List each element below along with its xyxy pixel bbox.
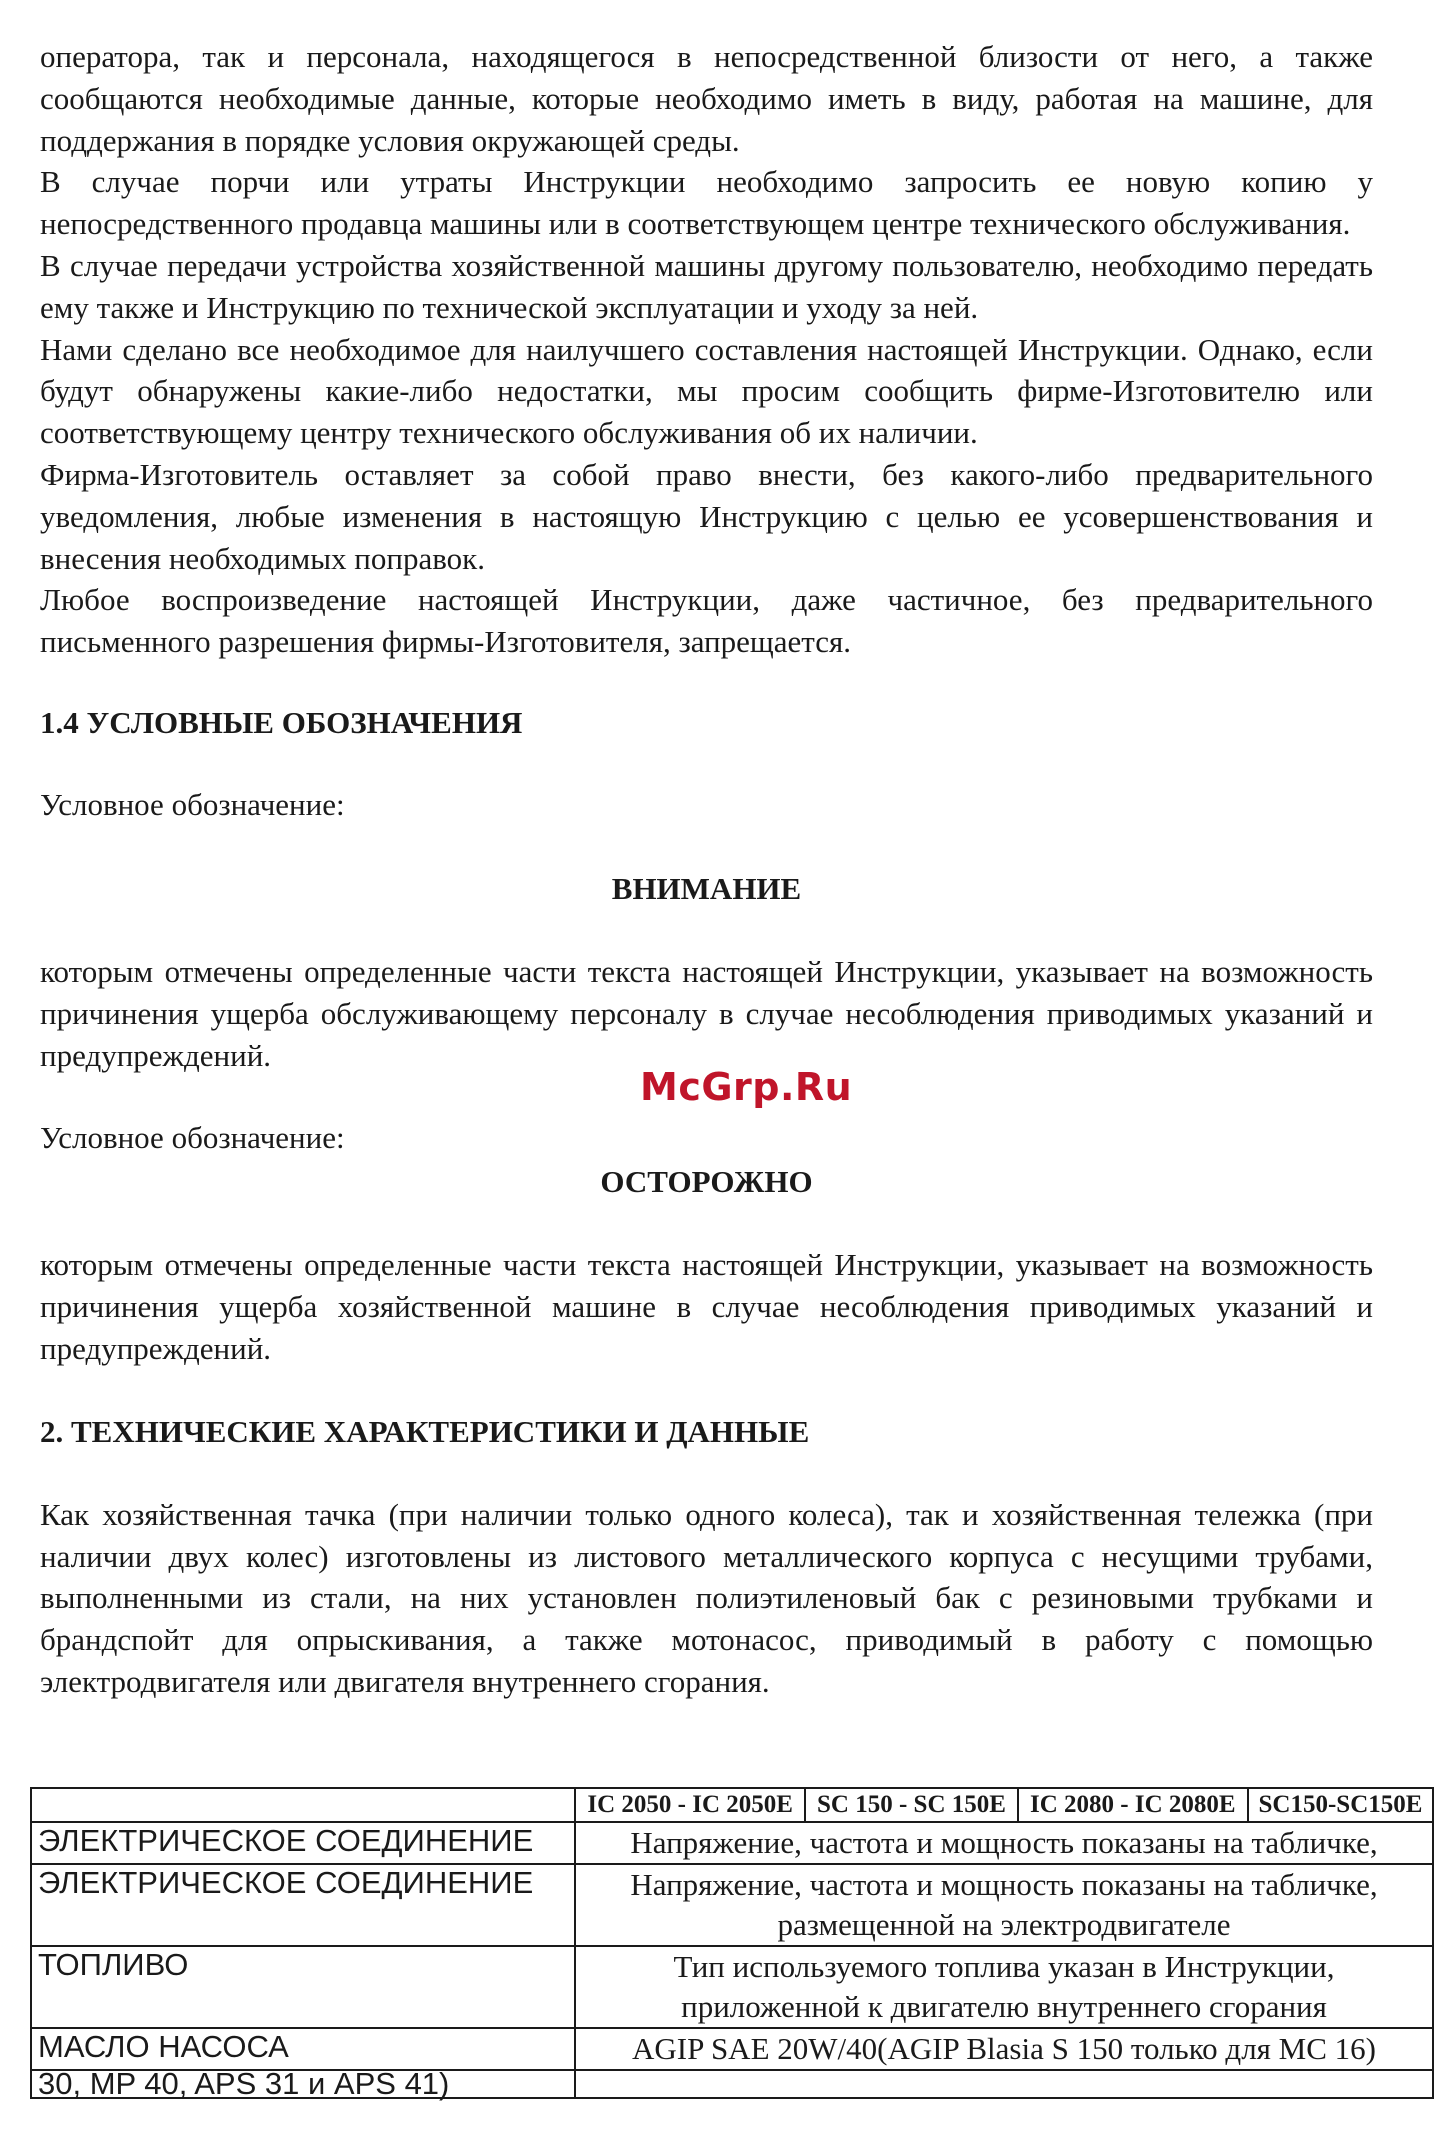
table-row <box>31 1822 1433 1864</box>
table-header-row <box>31 1788 1433 1822</box>
table-row <box>31 1864 1433 1946</box>
model-header: SC 150 - SC 150E <box>805 1788 1017 1822</box>
table-row <box>31 2070 1433 2098</box>
model-header: SC150-SC150E <box>1248 1788 1433 1822</box>
intro-paragraph: оператора, так и персонала, находящегося в непосредственной близости от него, а также сообщаются необходимые данные, которые необходимо иметь в виду, работая на машине, для поддержания в порядке условия окружающей среды. <box>40 39 1373 158</box>
intro-paragraph: Фирма-Изготовитель оставляет за собой право внести, без какого-либо предварительного уведомления, любые изменения в настоящую Инструкцию с целью ее усовершенствования и внесения необходимых поправок. <box>40 456 1373 576</box>
row-label: МАСЛО НАСОСА <box>31 2028 575 2070</box>
row-label: ТОПЛИВО <box>31 1946 575 2028</box>
section-1-4-heading: 1.4 УСЛОВНЫЕ ОБОЗНАЧЕНИЯ <box>40 704 523 740</box>
attention-text: которым отмечены определенные части текста настоящей Инструкции, указывает на возможность причинения ущерба обслуживающему персоналу в случае несоблюдения приводимых указаний и предупреждений. <box>40 953 1373 1073</box>
caution-text: которым отмечены определенные части текста настоящей Инструкции, указывает на возможность причинения ущерба хозяйственной машине в случае несоблюдения приводимых указаний и предупреждений. <box>40 1247 1373 1366</box>
row-label: 30, MP 40, APS 31 и APS 41) <box>31 2070 575 2098</box>
table-row <box>31 2028 1433 2070</box>
row-value: Тип используемого топлива указан в Инструкции, приложенной к двигателю внутреннего сгорания <box>575 1946 1433 2028</box>
caution-prefix: Условное обозначение: <box>40 1120 345 1156</box>
row-value: AGIP SAE 20W/40(AGIP Blasia S 150 только для МС 16) <box>575 2028 1433 2070</box>
row-label: ЭЛЕКТРИЧЕСКОЕ СОЕДИНЕНИЕ <box>31 1822 575 1864</box>
intro-paragraph: Нами сделано все необходимое для наилучшего составления настоящей Инструкции. Однако, если будут обнаружены какие-либо недостатки, мы просим сообщить фирме-Изготовителю или соответствующему центру технического обслуживания об их наличии. <box>40 331 1373 451</box>
intro-paragraph: В случае порчи или утраты Инструкции необходимо запросить ее новую копию у непосредственного продавца машины или в соответствующем центре технического обслуживания. <box>40 164 1373 242</box>
table-corner-cell <box>31 1788 575 1822</box>
attention-title: ВНИМАНИЕ <box>611 870 802 906</box>
section-2-text: Как хозяйственная тачка (при наличии только одного колеса), так и хозяйственная тележка (при наличии двух колес) изготовлены из листового металлического корпуса с несущими трубами, выполненными из стали, на них установлен полиэтиленовый бак с резиновыми трубками и брандспойт для опрыскивания, а также мотонасос, приводимый в работу с помощью электродвигателя или двигателя внутреннего сгорания. <box>40 1496 1373 1699</box>
attention-prefix: Условное обозначение: <box>40 786 345 822</box>
model-header: IC 2050 - IC 2050E <box>575 1788 805 1822</box>
row-value: Напряжение, частота и мощность показаны на табличке, размещенной на электродвигателе <box>575 1864 1433 1946</box>
watermark: McGrp.Ru <box>640 1065 853 1109</box>
intro-paragraph: В случае передачи устройства хозяйственной машины другому пользователю, необходимо передать ему также и Инструкцию по технической эксплуатации и уходу за ней. <box>40 247 1373 325</box>
table-row <box>31 1946 1433 2028</box>
row-label: ЭЛЕКТРИЧЕСКОЕ СОЕДИНЕНИЕ <box>31 1864 575 1946</box>
row-value <box>575 2070 1433 2098</box>
document-page <box>40 36 1373 1703</box>
section-2-heading: 2. ТЕХНИЧЕСКИЕ ХАРАКТЕРИСТИКИ И ДАННЫЕ <box>40 1413 810 1449</box>
model-header: IC 2080 - IC 2080E <box>1018 1788 1248 1822</box>
intro-paragraph: Любое воспроизведение настоящей Инструкции, даже частичное, без предварительного письменного разрешения фирмы-Изготовителя, запрещается. <box>40 582 1373 660</box>
caution-title: ОСТОРОЖНО <box>600 1164 813 1200</box>
spec-table <box>30 1787 1434 2099</box>
row-value: Напряжение, частота и мощность показаны на табличке, <box>575 1822 1433 1864</box>
